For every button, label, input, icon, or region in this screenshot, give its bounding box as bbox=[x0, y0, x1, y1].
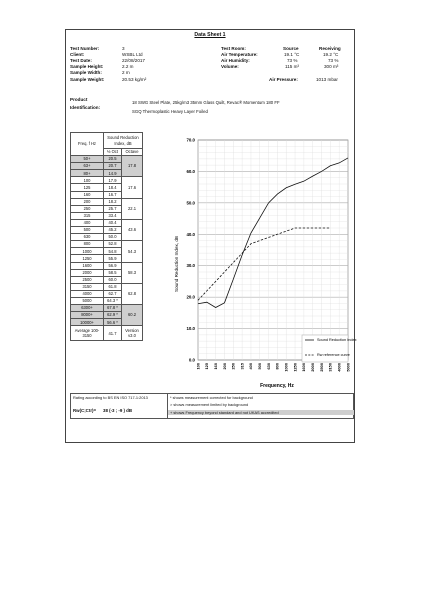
table-cell: 56.6 * bbox=[104, 319, 122, 326]
rw-label: Rw(C;Ctr)= bbox=[73, 408, 97, 413]
table-cell: 54.8 bbox=[104, 248, 122, 255]
product-description: 18 SWG Steel Plate, 25kg/m3 35mm Glass Quilt, Revac® Momentum 180 FF bbox=[132, 100, 280, 105]
info-value: 19.2 °C bbox=[323, 52, 339, 57]
table-cell: 56.9 bbox=[104, 262, 122, 269]
sri-series-line bbox=[198, 158, 348, 308]
y-tick-label: 70.0 bbox=[186, 137, 195, 143]
chart-legend bbox=[302, 335, 357, 362]
freq-header: Freq. f Hz bbox=[71, 133, 104, 156]
x-tick-label: 1600 bbox=[301, 363, 307, 372]
table-cell: 61.8 bbox=[104, 283, 122, 290]
y-ticks bbox=[186, 138, 195, 363]
receiving-header: Receiving bbox=[319, 46, 341, 51]
info-value: 2.2 m bbox=[122, 64, 134, 69]
table-row: 63+ bbox=[71, 163, 104, 170]
x-tick-label: 500 bbox=[257, 363, 263, 370]
table-row: 3150 bbox=[71, 283, 104, 290]
table-row: 5000 bbox=[71, 297, 104, 304]
table-row: 2500 bbox=[71, 276, 104, 283]
table-row: 80+ bbox=[71, 170, 104, 177]
x-tick-label: 315 bbox=[239, 363, 245, 370]
info-value: 19.1 °C bbox=[284, 52, 300, 57]
info-value: 115 m³ bbox=[285, 64, 299, 69]
octave-cell: 17.6 bbox=[122, 177, 143, 198]
footer-box bbox=[70, 393, 354, 419]
chart-grid bbox=[198, 140, 348, 360]
table-row: 200 bbox=[71, 198, 104, 205]
octave-cell: 43.6 bbox=[122, 219, 143, 240]
table-cell: 25.7 bbox=[104, 205, 122, 212]
table-cell: 17.9 bbox=[104, 177, 122, 184]
data-sheet bbox=[65, 29, 355, 443]
octave-cell: 58.3 bbox=[122, 262, 143, 283]
product-label: Identification: bbox=[70, 105, 101, 110]
chart-series bbox=[198, 158, 348, 308]
table-cell: 33.4 bbox=[104, 212, 122, 219]
table-row: 2000 bbox=[71, 269, 104, 276]
table-cell: 18.2 bbox=[104, 198, 122, 205]
table-cell: 20.5 bbox=[104, 156, 122, 163]
x-tick-label: 1250 bbox=[292, 363, 298, 372]
y-tick-label: 50.0 bbox=[186, 200, 195, 206]
info-value: 3 bbox=[122, 46, 125, 51]
reference-curve-line bbox=[198, 228, 330, 300]
note: * shows measurement corrected for background bbox=[170, 394, 253, 400]
table-row: 160 bbox=[71, 191, 104, 198]
info-label: Sample Height: bbox=[70, 64, 104, 69]
octave-cell: 17.8 bbox=[122, 156, 143, 177]
rw-value: 38 (-3 ; -9 ) dB bbox=[103, 408, 133, 413]
y-tick-label: 0.0 bbox=[188, 357, 195, 363]
info-value: 2 m bbox=[122, 70, 130, 75]
table-cell: 52.8 bbox=[104, 241, 122, 248]
x-tick-label: 800 bbox=[274, 363, 280, 370]
note: > shows measurement limited by background bbox=[170, 402, 249, 407]
info-label: Test Date: bbox=[70, 58, 92, 63]
y-tick-label: 20.0 bbox=[186, 294, 195, 300]
y-tick-label: 10.0 bbox=[186, 326, 195, 332]
source-header: Source bbox=[283, 46, 299, 51]
table-row: 315 bbox=[71, 212, 104, 219]
y-axis-label: Sound Reduction Index, dB bbox=[174, 236, 179, 292]
y-tick-label: 30.0 bbox=[186, 263, 195, 269]
table-cell: 64.3 * bbox=[104, 297, 122, 304]
info-label: Sample Width: bbox=[70, 70, 102, 75]
octave-cell: 62.8 bbox=[122, 283, 143, 304]
table-row: 1000 bbox=[71, 248, 104, 255]
table-cell: 55.9 bbox=[104, 255, 122, 262]
x-tick-label: 630 bbox=[265, 363, 271, 370]
table-row: 8000+ bbox=[71, 312, 104, 319]
product-label: Product bbox=[70, 97, 88, 102]
info-label: Client: bbox=[70, 52, 85, 57]
octave-cell: 22.1 bbox=[122, 198, 143, 219]
table-cell: 62.7 bbox=[104, 290, 122, 297]
table-row: 4000 bbox=[71, 290, 104, 297]
info-value: 20.53 kg/m² bbox=[122, 77, 147, 82]
sri-table bbox=[70, 132, 143, 341]
sheet-title: Data Sheet 1 bbox=[194, 32, 226, 38]
table-row: 50+ bbox=[71, 156, 104, 163]
info-label: Air Temperature: bbox=[221, 52, 258, 57]
table-row: 250 bbox=[71, 205, 104, 212]
octave-cell: 60.2 bbox=[122, 305, 143, 326]
x-ticks bbox=[195, 362, 350, 371]
note: + shows Frequency beyond standard and not UKAS accredited bbox=[168, 410, 354, 415]
info-label: Test Number: bbox=[70, 46, 100, 51]
table-row: 630 bbox=[71, 234, 104, 241]
table-cell: 45.2 bbox=[104, 227, 122, 234]
table-row: 10000+ bbox=[71, 319, 104, 326]
table-cell: 58.5 bbox=[104, 269, 122, 276]
average-value: 41.7 bbox=[104, 326, 122, 341]
x-tick-label: 2500 bbox=[318, 363, 324, 372]
x-tick-label: 160 bbox=[212, 363, 218, 370]
x-tick-label: 2000 bbox=[310, 363, 316, 372]
x-tick-label: 5000 bbox=[345, 363, 351, 372]
table-row: 800 bbox=[71, 241, 104, 248]
info-label: Sample Weight: bbox=[70, 77, 105, 82]
legend-label: Sound Reduction Index bbox=[317, 338, 357, 342]
rating-text: Rating according to BS EN ISO 717-1:2013 bbox=[73, 395, 148, 400]
table-cell: 40.4 bbox=[104, 219, 122, 226]
x-tick-label: 125 bbox=[204, 363, 210, 370]
octave-header: Octave bbox=[122, 149, 143, 156]
info-label: Volume: bbox=[221, 64, 239, 69]
x-tick-label: 4000 bbox=[336, 363, 342, 372]
table-row: 1600 bbox=[71, 262, 104, 269]
sri-chart bbox=[162, 124, 357, 396]
y-tick-label: 60.0 bbox=[186, 168, 195, 174]
x-tick-label: 100 bbox=[195, 363, 201, 370]
table-row: 400 bbox=[71, 219, 104, 226]
table-cell: 16.7 bbox=[104, 191, 122, 198]
table-row: 500 bbox=[71, 227, 104, 234]
table-cell: 62.9 * bbox=[104, 312, 122, 319]
info-value: 300 m³ bbox=[324, 64, 339, 69]
plot-frame bbox=[198, 140, 348, 360]
x-tick-label: 1000 bbox=[283, 363, 289, 372]
info-value: 73 % bbox=[328, 58, 339, 63]
info-label: Air Humidity: bbox=[221, 58, 250, 63]
octave-cell: 54.3 bbox=[122, 241, 143, 262]
x-axis-label: Frequency, Hz bbox=[260, 383, 294, 389]
x-tick-label: 250 bbox=[230, 363, 236, 370]
air-pressure-value: 1013 mbar bbox=[316, 77, 338, 82]
x-tick-label: 3150 bbox=[327, 363, 333, 372]
table-cell: 67.8 * bbox=[104, 305, 122, 312]
table-cell: 50.0 bbox=[104, 234, 122, 241]
sri-header: Sound Reduction Index, dB bbox=[104, 133, 143, 149]
average-label: Average 100-3150 bbox=[71, 326, 104, 341]
table-row: 125 bbox=[71, 184, 104, 191]
table-cell: 18.4 bbox=[104, 184, 122, 191]
version-label: Version v3.0 bbox=[122, 326, 143, 341]
info-value: 22/08/2017 bbox=[122, 58, 145, 63]
info-value: 73 % bbox=[287, 58, 298, 63]
x-tick-label: 200 bbox=[221, 363, 227, 370]
y-tick-label: 40.0 bbox=[186, 231, 195, 237]
legend-label: Rw reference curve bbox=[317, 353, 350, 357]
x-tick-label: 400 bbox=[248, 363, 254, 370]
table-cell: 20.7 bbox=[104, 163, 122, 170]
table-cell: 60.0 bbox=[104, 276, 122, 283]
table-row: 1250 bbox=[71, 255, 104, 262]
test-room-label: Test Room: bbox=[221, 46, 246, 51]
third-octave-header: ⅓ Oct bbox=[104, 149, 122, 156]
info-value: WSBL Ltd bbox=[122, 52, 143, 57]
air-pressure-label: Air Pressure: bbox=[269, 77, 298, 82]
table-row: 6300+ bbox=[71, 305, 104, 312]
table-row: 100 bbox=[71, 177, 104, 184]
table-cell: 14.9 bbox=[104, 170, 122, 177]
product-description: SGQ Thermoplastic Heavy Layer Foiled bbox=[132, 109, 208, 114]
